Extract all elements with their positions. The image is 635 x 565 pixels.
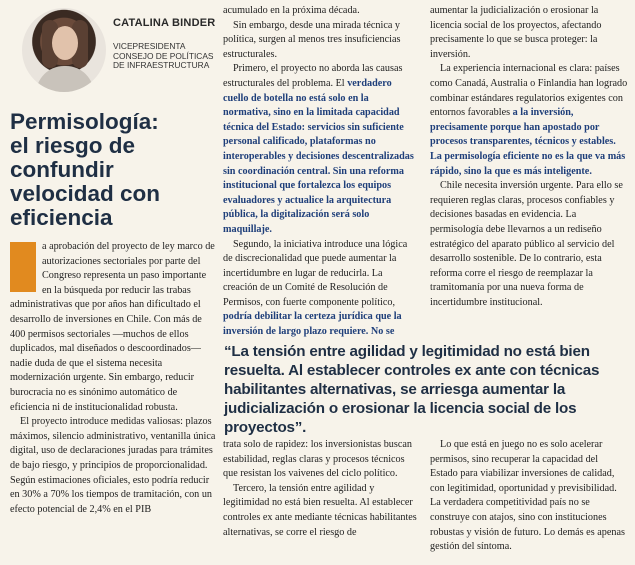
photo-face — [52, 26, 78, 60]
paragraph — [430, 62, 628, 179]
paragraph: trata solo de rapidez: los inversionistas buscan estabilidad, reglas claras y procesos técnicos que resistan los vaivenes del ciclo político. — [223, 439, 412, 480]
author-role-line: DE INFRAESTRUCTURA — [113, 60, 210, 71]
column-3 — [430, 4, 628, 310]
headline-line: eficiencia — [10, 205, 113, 230]
headline-line: el riesgo de — [10, 133, 136, 158]
author-role-line: CONSEJO DE POLÍTICAS — [113, 50, 214, 61]
column-2 — [223, 4, 419, 340]
author-name: CATALINA BINDER — [113, 17, 216, 29]
paragraph: Chile necesita inversión urgente. Para ello se requieren reglas claras, procesos confiables y decisiones basadas en evidencia. La permisología debe llevarnos a un rediseño estratégico del aparato público al servicio del desarrollo sostenible. De lo contrario, esta reforma corre el riesgo de reemplazar la tramitomanía por una nueva forma de incertidumbre institucional. — [430, 180, 623, 308]
author-role — [113, 42, 223, 71]
text-run: Primero, el proyecto no aborda las causas estructurales del problema. El — [223, 63, 403, 89]
paragraph: Sin embargo, desde una mirada técnica y política, surgen al menos tres insuficiencias estructurales. — [223, 19, 401, 60]
column-3-lower — [430, 438, 628, 555]
paragraph — [223, 238, 419, 340]
text-run: La experiencia internacional es clara: países como Canadá, Australia o Finlandia han logrado combinar estándares regulatorios exigentes con entornos favorables — [430, 63, 628, 119]
paragraph: El proyecto introduce medidas valiosas: plazos máximos, silencio administrativo, ventanilla única digital, uso de declaraciones juradas para trámites de bajo riesgo, y principios de proporcionalidad. Según estimaciones oficiales, esto podría reducir en 30% a 70% los tiempos de tramitación, con un efecto potencial de 2,4% en el PIB — [10, 416, 216, 515]
highlighted-text: verdadero cuello de botella no está solo en la normativa, sino en la limitada capacidad técnica del Estado: servicios sin suficiente personal calificado, plataformas no interoperables y decisiones descentralizadas sin coordinación central. Sin una reforma institucional que fortalezca los equipos evaluadores y actualice la arquitectura pública, la digitalización será solo maquillaje. — [223, 77, 414, 235]
drop-cap-letter — [10, 242, 11, 243]
paragraph — [223, 62, 419, 237]
column-1 — [10, 240, 216, 517]
highlighted-text: a la inversión, precisamente porque han apostado por procesos transparentes, técnicos y estables. La permisología eficiente no es la que va más rápido, sino la que es más inteligente. — [430, 107, 626, 177]
highlighted-text: podría debilitar la certeza jurídica que la inversión de largo plazo requiere. No se — [223, 311, 402, 338]
paragraph: a aprobación del proyecto de ley marco de autorizaciones sectoriales por parte del Congreso representa un paso importante en la búsqueda por reducir las trabas administrativas que por años han dificultado el desarrollo de inversiones en Chile. Con más de 400 permisos sectoriales —muchos de ellos duplicados, mal diseñados o descoordinados— nadie duda de que el sistema necesita modernización urgente. Sin embargo, reducir burocracia no es sinónimo automático de eficiencia ni de institucionalidad robusta. — [10, 241, 215, 413]
paragraph: aumentar la judicialización o erosionar la licencia social de los proyectos, afectando precisamente lo que se busca proteger: la inversión. — [430, 5, 602, 60]
pull-quote: “La tensión entre agilidad y legitimidad no está bien resuelta. Al establecer controles ex ante con técnicas habilitantes alternativas, se arriesga aumentar la judicialización o erosionar la licencia social de los proyectos”. — [224, 343, 600, 436]
headline-line: velocidad con — [10, 181, 161, 206]
column-2-lower — [223, 438, 419, 540]
paragraph: Lo que está en juego no es solo acelerar permisos, sino recuperar la capacidad del Estado para viabilizar inversiones de calidad, con legitimidad, oportunidad y previsibilidad. La verdadera competitividad país no se construye con atajos, sino con instituciones robustas y visión de futuro. Lo demás es apenas gestión del síntoma. — [430, 439, 625, 553]
paragraph: Tercero, la tensión entre agilidad y legitimidad no está bien resuelta. Al establecer controles ex ante mediante técnicas habilitantes alternativas, se corre el riesgo de — [223, 482, 417, 538]
headline — [10, 110, 230, 230]
headline-line: confundir — [10, 157, 114, 182]
paragraph: acumulado en la próxima década. — [223, 5, 360, 16]
author-role-line: VICEPRESIDENTA — [113, 41, 186, 51]
headline-line: Permisología: — [10, 109, 159, 134]
photo-body — [36, 66, 94, 92]
text-run: Segundo, la iniciativa introduce una lógica de discrecionalidad que puede aumentar la incertidumbre en lugar de reducirla. La creación de un Comité de Resolución de Permisos, con fuerte componente político, — [223, 238, 408, 308]
drop-cap — [10, 242, 36, 292]
author-photo — [22, 8, 106, 92]
